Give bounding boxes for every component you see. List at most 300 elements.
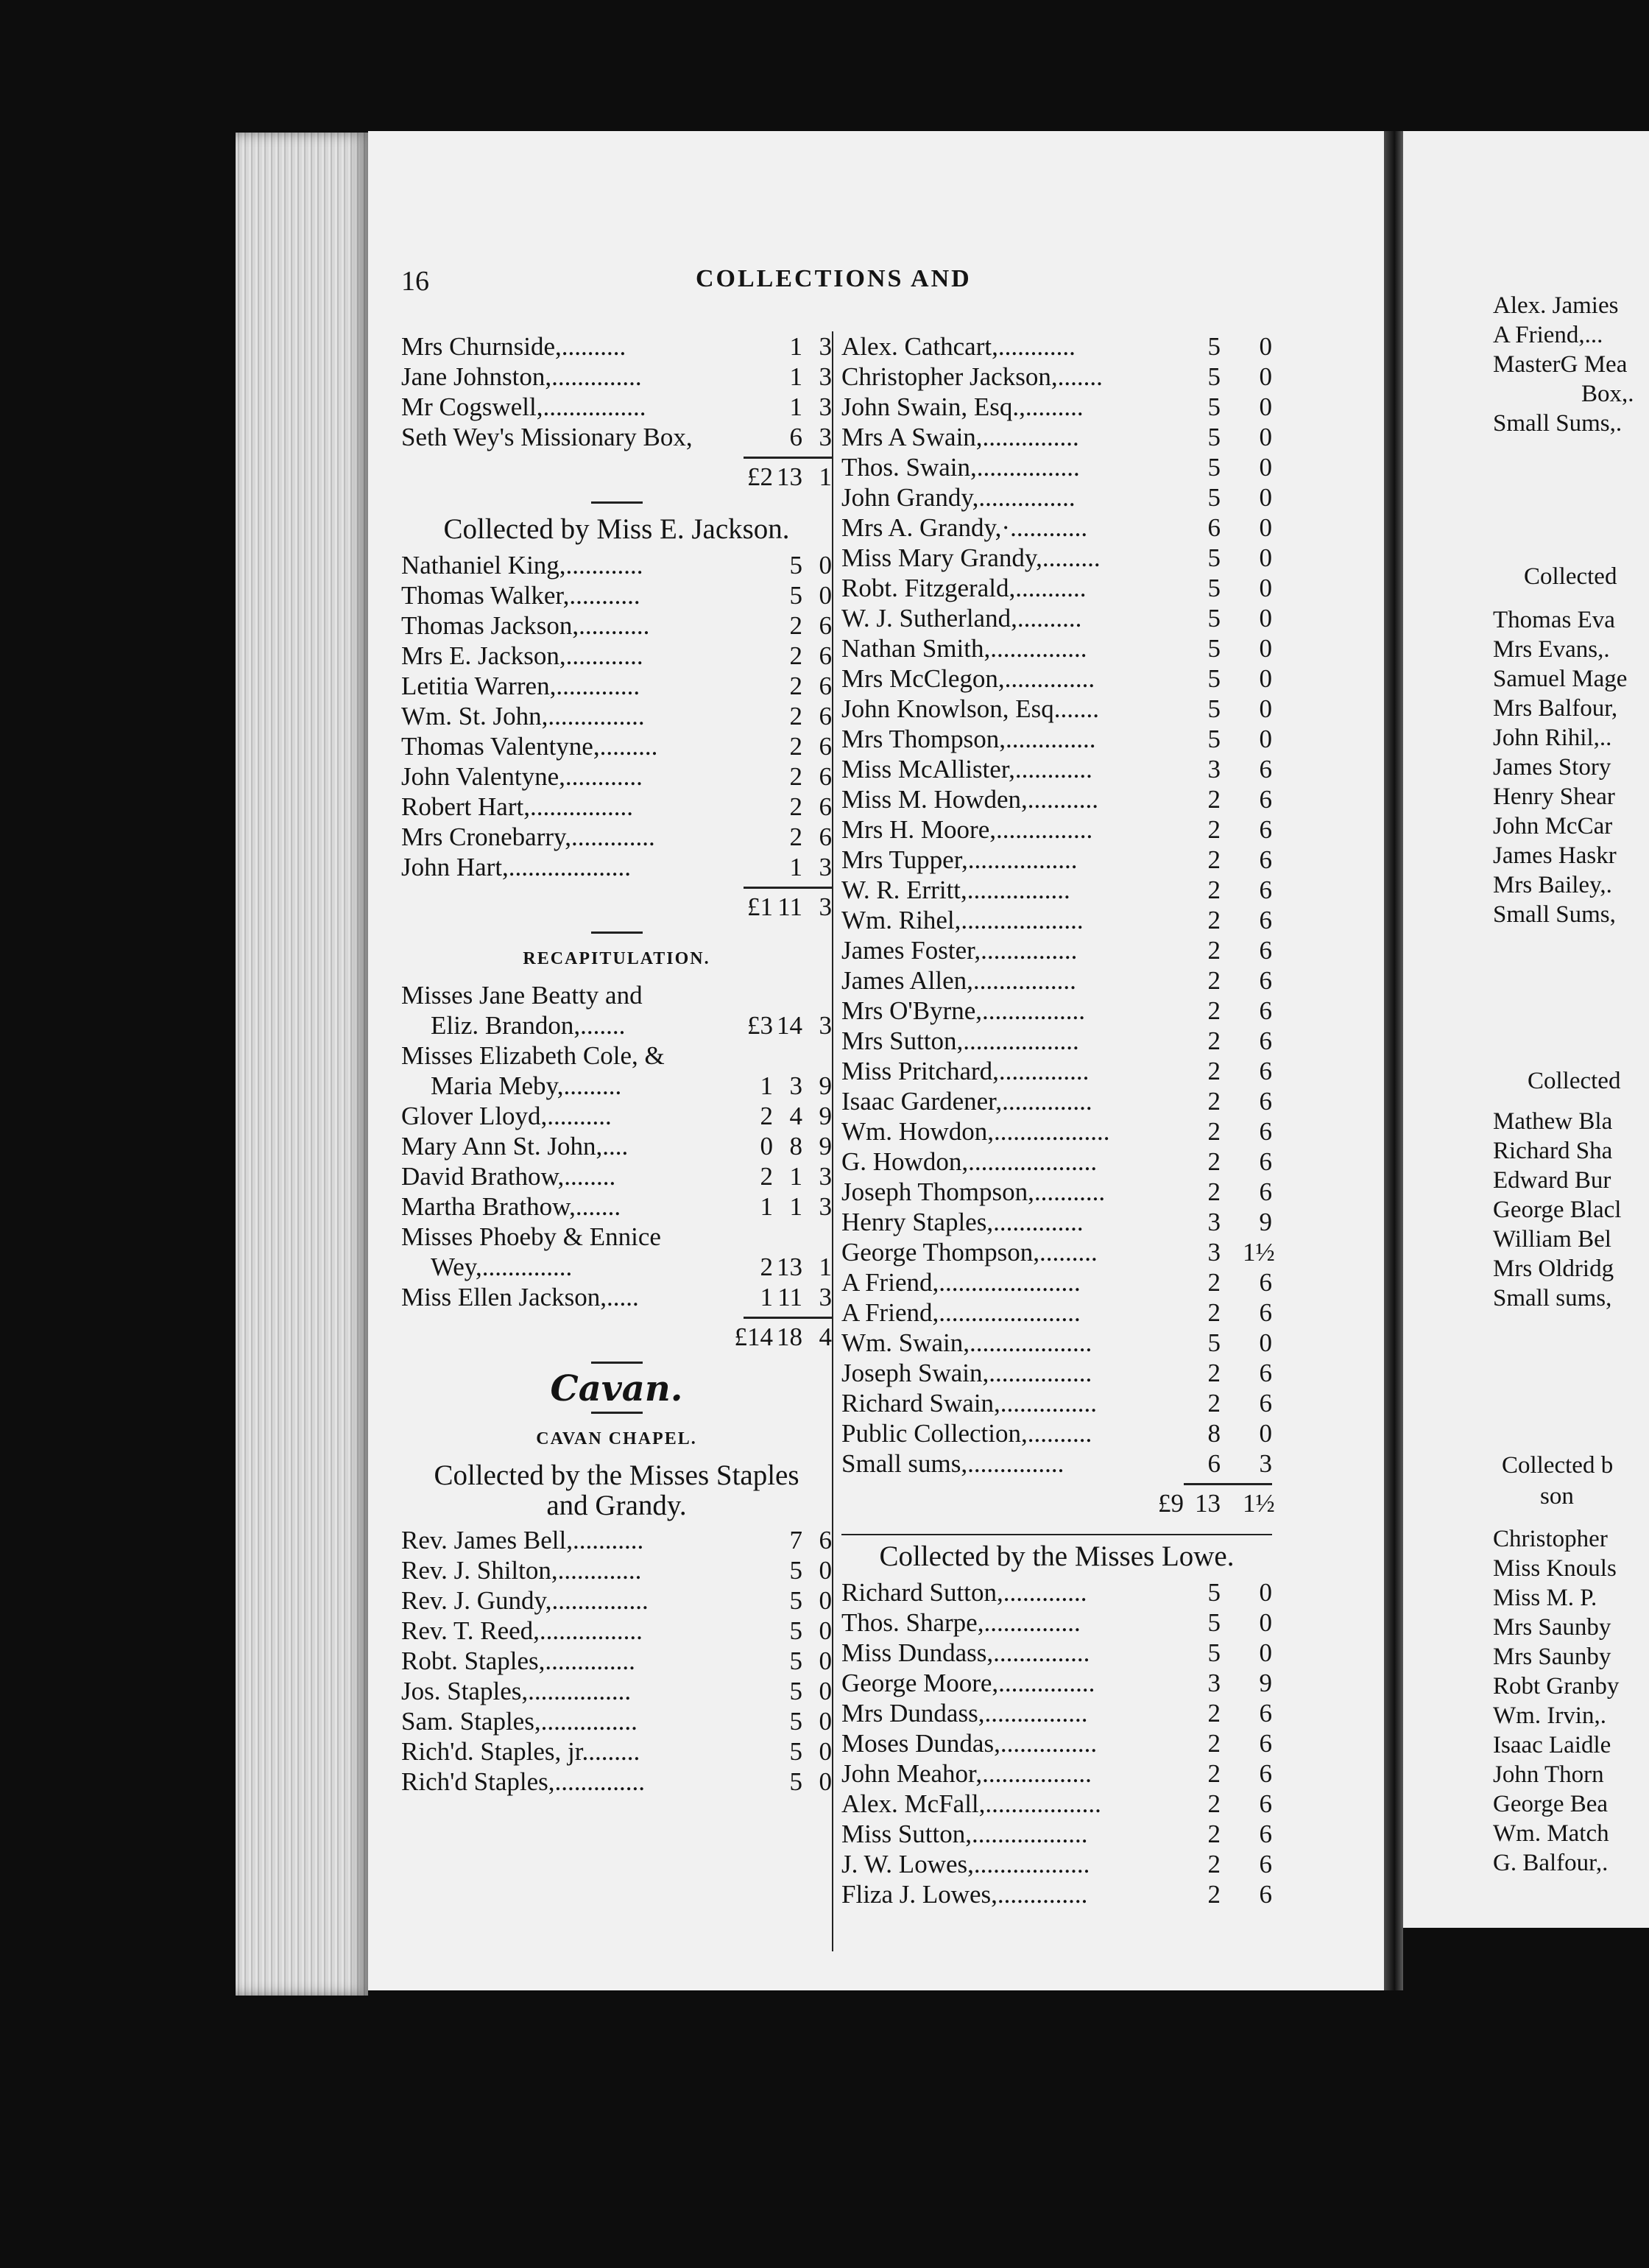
entry-name: W. R. Erritt,................ [841,876,1070,904]
entry-amount: 5 [789,1737,802,1766]
entry-name: John Swain, Esq.,......... [841,392,1084,421]
entry-amount: 0 [1259,483,1272,512]
entry-row [401,1767,832,1797]
entry-amount: 9 [1259,1669,1272,1697]
entry-amount: 6 [819,611,832,640]
entry-name: Letitia Warren,............. [401,672,640,700]
entry-name: Misses Elizabeth Cole, & [401,1041,665,1070]
book-gutter [1384,131,1403,1990]
entry-amount: 13 [777,1253,802,1281]
entry-row [841,663,1272,694]
entry-amount: 0 [1259,362,1272,391]
entry-amount: 6 [1259,996,1272,1025]
entry-amount: 0 [819,1616,832,1645]
entry-name: John Hart,................... [401,853,632,881]
entry-row [841,1388,1272,1418]
entry-amount: 0 [1259,423,1272,451]
facing-line: Samuel Mage [1493,666,1628,692]
facing-heading: Collected [1524,563,1617,590]
entry-row [841,633,1272,663]
staples-entries [401,1525,832,1797]
entry-amount: 1 [789,362,802,391]
entry-name: John Meahor,................. [841,1759,1092,1788]
facing-line: Alex. Jamies [1493,292,1619,319]
entry-amount: 1 [760,1071,773,1100]
entry-name: Mr Cogswell,................ [401,392,646,421]
entry-row [841,1607,1272,1638]
entry-amount: 0 [819,581,832,610]
facing-line: Box,. [1581,381,1634,407]
entry-row [841,1237,1275,1267]
entry-row [401,1191,832,1222]
entry-name: David Brathow,........ [401,1162,616,1191]
entry-amount: 5 [789,581,802,610]
facing-block [1493,1107,1621,1313]
entry-amount: 3 [819,1283,832,1311]
entry-name: John Knowlson, Esq....... [841,694,1100,723]
entry-amount: 2 [760,1102,773,1130]
section-rule [591,932,643,934]
facing-heading: son [1540,1483,1574,1510]
entry-amount: 2 [1207,1268,1221,1297]
entry-amount: 3 [819,1192,832,1221]
entry-amount: 2 [1207,966,1221,995]
entry-amount: 6 [1259,1729,1272,1758]
entry-amount: 2 [1207,1117,1221,1146]
entry-name: Joseph Swain,................ [841,1359,1092,1387]
facing-line: Small sums, [1493,1285,1612,1311]
entry-row [841,1418,1272,1448]
entry-row [401,761,832,792]
recap-heading: RECAPITULATION. [523,949,710,968]
entry-amount: 1 [789,332,802,361]
section-rule [841,1534,1272,1535]
entry-amount: 3 [819,362,832,391]
entry-amount: 2 [1207,1057,1221,1085]
entry-amount: 2 [1207,845,1221,874]
entry-name: Jos. Staples,................ [401,1677,632,1705]
entry-amount: 0 [819,1707,832,1736]
facing-line: John Rihil,.. [1493,725,1612,751]
facing-line: Robt Granby [1493,1673,1620,1700]
entry-row [841,1698,1272,1728]
entry-amount: 5 [1207,1638,1221,1667]
entry-amount: 2 [1207,785,1221,814]
entry-amount: £3 [747,1011,773,1040]
entry-name: Rev. J. Shilton,............. [401,1556,642,1585]
entry-amount: 0 [1259,694,1272,723]
facing-line: Henry Shear [1493,783,1615,810]
entry-amount: 5 [789,1586,802,1615]
facing-line: Mrs Evans,. [1493,636,1610,663]
entry-amount: 9 [1259,1208,1272,1236]
entry-name: Miss Pritchard,.............. [841,1057,1090,1085]
entry-amount: 6 [1259,906,1272,934]
entry-amount: 6 [1259,1177,1272,1206]
entry-amount: 2 [1207,1147,1221,1176]
entry-row [401,822,832,852]
entry-amount: 2 [1207,1699,1221,1728]
entry-row [841,1086,1272,1116]
entry-amount: 1½ [1243,1238,1275,1267]
entry-amount: 6 [819,702,832,730]
entry-amount: 6 [789,423,802,451]
entry-name: Christopher Jackson,....... [841,362,1103,391]
facing-line: Small Sums,. [1493,410,1622,437]
jackson-entries [401,550,832,882]
entry-name: Mary Ann St. John,.... [401,1132,629,1161]
entry-name: Henry Staples,.............. [841,1208,1084,1236]
entry-amount: 5 [1207,574,1221,602]
entry-name: Joseph Thompson,........... [841,1177,1106,1206]
section-heading: Collected by the Misses Staples [434,1459,799,1491]
entry-name: Thos. Sharpe,............... [841,1608,1081,1637]
entry-row [841,875,1272,905]
entry-row [841,422,1272,452]
entry-row [841,1267,1272,1297]
facing-line: George Blacl [1493,1197,1622,1223]
entry-row [841,1758,1272,1789]
entry-amount: 2 [1207,1850,1221,1878]
chapel-heading: CAVAN CHAPEL. [536,1429,697,1448]
facing-line: Edward Bur [1493,1167,1611,1194]
entry-amount: 6 [1259,755,1272,783]
entry-row [401,392,832,422]
entry-amount: 6 [1207,513,1221,542]
entry-amount: 2 [760,1253,773,1281]
entry-name: Miss Sutton,.................. [841,1820,1088,1848]
entry-name: Mrs A Swain,............... [841,423,1079,451]
facing-line: Mrs Bailey,. [1493,872,1612,898]
entry-amount: 5 [1207,483,1221,512]
entry-name: John Grandy,............... [841,483,1076,512]
entry-amount: 1 [789,1162,802,1191]
entry-name: Mrs E. Jackson,............ [401,641,643,670]
entry-name: Mrs Thompson,.............. [841,725,1096,753]
entry-name: Alex. Cathcart,............ [841,332,1076,361]
entry-name: Jane Johnston,.............. [401,362,642,391]
entry-name: James Allen,................ [841,966,1076,995]
entry-name: W. J. Sutherland,.......... [841,604,1082,633]
entry-row [841,1819,1272,1849]
sum-rule [744,1317,832,1319]
entry-amount: 6 [819,732,832,761]
facing-line: James Story [1493,754,1611,781]
book-fore-edge [236,133,368,1996]
entry-amount: 2 [789,611,802,640]
facing-line: Mathew Bla [1493,1108,1613,1135]
entry-row [401,1161,832,1191]
entry-amount: 0 [819,551,832,580]
entry-row [841,996,1272,1026]
recap-entries [401,980,832,1312]
entry-amount: 2 [789,702,802,730]
entry-row [841,513,1272,543]
entry-name: Glover Lloyd,.......... [401,1102,612,1130]
entry-amount: 5 [1207,664,1221,693]
entry-amount: 5 [1207,604,1221,633]
entry-amount: 6 [819,1526,832,1554]
entry-row [841,1056,1272,1086]
facing-line: Small Sums, [1493,901,1616,928]
entry-amount: 2 [760,1162,773,1191]
entry-row [841,935,1272,965]
entry-amount: 2 [789,672,802,700]
entry-amount: 6 [1259,1087,1272,1116]
entry-name: Mrs Sutton,.................. [841,1026,1079,1055]
facing-line: A Friend,... [1493,322,1603,348]
entry-amount: 0 [1259,1578,1272,1607]
entry-amount: 5 [1207,1328,1221,1357]
entry-amount: 2 [1207,1759,1221,1788]
entry-name: Eliz. Brandon,....... [431,1011,626,1040]
entry-amount: 3 [819,1162,832,1191]
entry-name: Mrs H. Moore,............... [841,815,1093,844]
entry-amount: 8 [789,1132,802,1161]
entry-row [841,1448,1272,1479]
facing-line: Wm. Match [1493,1820,1609,1847]
entry-row [401,1585,832,1616]
entry-amount: 2 [1207,1298,1221,1327]
entry-amount: 0 [1259,1328,1272,1357]
facing-line: Mrs Oldridg [1493,1256,1614,1282]
entry-row [841,482,1272,513]
entry-row [401,1616,832,1646]
entry-row [841,1358,1272,1388]
entry-amount: 5 [789,1616,802,1645]
entry-amount: 3 [819,1011,832,1040]
facing-block [1493,1524,1619,1878]
entry-row [841,362,1272,392]
facing-line: MasterG Mea [1493,351,1628,378]
lowe-entries [841,1577,1272,1909]
entry-name: Miss M. Howden,........... [841,785,1099,814]
entry-amount: 2 [789,641,802,670]
entry-name: Miss Mary Grandy,......... [841,543,1101,572]
entry-name: James Foster,............... [841,936,1078,965]
entry-name: Moses Dundas,............... [841,1729,1098,1758]
entry-amount: 6 [1259,876,1272,904]
entry-amount: 0 [1259,574,1272,602]
entry-amount: 6 [1259,815,1272,844]
entry-row [841,845,1272,875]
entry-amount: 5 [789,551,802,580]
running-title: COLLECTIONS AND [696,265,972,292]
entry-amount: 6 [1259,966,1272,995]
entry-amount: 3 [1207,1208,1221,1236]
entry-row [841,814,1272,845]
entry-amount: 2 [789,762,802,791]
facing-line: Isaac Laidle [1493,1732,1611,1758]
entry-row [841,905,1272,935]
entry-amount: 5 [1207,694,1221,723]
entry-row [401,331,832,362]
entry-amount: 2 [1207,876,1221,904]
entry-amount: 6 [1259,1298,1272,1327]
entry-amount: 2 [1207,1729,1221,1758]
entry-name: Miss Dundass,............... [841,1638,1090,1667]
sum-rule [744,887,832,889]
entry-amount: 6 [1259,1389,1272,1418]
entry-row [401,580,832,610]
entry-amount: 0 [1259,513,1272,542]
entry-amount: 5 [789,1677,802,1705]
facing-line: G. Balfour,. [1493,1850,1609,1876]
entry-name: Thomas Valentyne,......... [401,732,658,761]
entry-amount: 0 [1259,1419,1272,1448]
entry-name: Wm. St. John,............... [401,702,645,730]
entry-name: Wey,.............. [431,1253,573,1281]
entry-amount: 0 [1259,725,1272,753]
entry-amount: 5 [1207,634,1221,663]
entry-amount: 5 [789,1707,802,1736]
entry-row [401,980,832,1010]
entry-amount: 6 [1259,1147,1272,1176]
entry-row [841,1328,1272,1358]
entry-name: Fliza J. Lowes,.............. [841,1880,1088,1909]
entry-amount: 6 [1259,936,1272,965]
entry-amount: 14 [777,1011,802,1040]
facing-line: Richard Sha [1493,1138,1613,1164]
entry-amount: 9 [819,1102,832,1130]
entry-amount: 0 [1259,543,1272,572]
entry-row [401,1525,832,1555]
entry-row [401,1131,832,1161]
entry-amount: 0 [1259,1638,1272,1667]
entry-amount: 0 [1259,634,1272,663]
entry-amount: 9 [819,1071,832,1100]
entry-amount: 3 [1207,1669,1221,1697]
entry-row [401,1282,832,1312]
entry-row [401,1101,832,1131]
entry-name: Alex. McFall,.................. [841,1789,1101,1818]
facing-line: Mrs Balfour, [1493,695,1618,722]
entry-amount: 0 [1259,332,1272,361]
entry-row [841,1026,1272,1056]
entry-amount: 2 [1207,996,1221,1025]
facing-line: James Haskr [1493,842,1617,869]
entry-amount: 0 [819,1556,832,1585]
entry-row [401,422,832,452]
facing-block [1493,605,1627,929]
entry-name: Richard Sutton,............. [841,1578,1087,1607]
entry-amount: 6 [1259,1759,1272,1788]
entry-row [401,1071,832,1101]
entry-name: Rev. T. Reed,................ [401,1616,643,1645]
facing-line: William Bel [1493,1226,1611,1253]
entry-name: Wm. Rihel,................... [841,906,1084,934]
entry-amount: 1 [789,853,802,881]
entry-amount: 2 [1207,1359,1221,1387]
entry-name: John Valentyne,............ [401,762,643,791]
entry-amount: 6 [819,762,832,791]
entry-name: Misses Jane Beatty and [401,981,643,1010]
entry-name: Thomas Walker,........... [401,581,640,610]
entry-row [841,1879,1272,1909]
entry-name: Thos. Swain,................ [841,453,1080,482]
entry-name: Miss McAllister,............ [841,755,1092,783]
entry-name: Mrs Tupper,................. [841,845,1078,874]
entry-name: Robt. Staples,.............. [401,1647,635,1675]
entry-amount: 2 [1207,1880,1221,1909]
entry-amount: 6 [1259,845,1272,874]
section-heading: Collected by Miss E. Jackson. [443,513,790,545]
entry-amount: 6 [819,672,832,700]
entry-row [401,852,832,882]
entry-amount: 5 [1207,453,1221,482]
entry-row [841,1147,1272,1177]
entry-amount: 0 [1259,453,1272,482]
entry-amount: 0 [1259,604,1272,633]
facing-line: George Bea [1493,1791,1609,1817]
facing-heading: Collected [1528,1068,1621,1094]
entry-name: Nathan Smith,............... [841,634,1087,663]
section-heading: Collected by the Misses Lowe. [879,1540,1235,1572]
entry-amount: 1 [789,1192,802,1221]
facing-line: Mrs Saunby [1493,1614,1611,1641]
entry-name: Wm. Swain,................... [841,1328,1092,1357]
entry-amount: 5 [789,1767,802,1796]
entry-row [401,1040,832,1071]
entry-amount: 3 [819,853,832,881]
facing-line: John Thorn [1493,1761,1604,1788]
recap-total: £14 18 4 [734,1323,832,1351]
section-rule [591,1362,643,1364]
section-rule [591,1412,643,1414]
entry-amount: 6 [1259,785,1272,814]
facing-line: Miss Knouls [1493,1555,1617,1582]
entry-amount: 3 [1207,755,1221,783]
facing-line: Wm. Irvin,. [1493,1702,1606,1729]
entry-row [841,754,1272,784]
entry-amount: 5 [1207,1608,1221,1637]
entry-row [401,1646,832,1676]
entry-amount: 6 [819,823,832,851]
entry-row [841,1207,1272,1237]
column-divider [832,331,833,1951]
entry-amount: 5 [1207,423,1221,451]
entry-row [401,731,832,761]
facing-line: John McCar [1493,813,1613,839]
entry-amount: 2 [1207,1820,1221,1848]
entry-name: Nathaniel King,............ [401,551,643,580]
entry-amount: 3 [819,423,832,451]
entry-row [841,1849,1272,1879]
entry-row [841,1177,1272,1207]
left-column [401,331,832,1797]
entry-amount: 0 [1259,664,1272,693]
entry-row [401,701,832,731]
entry-amount: 6 [1259,1026,1272,1055]
sum-rule [1184,1483,1272,1485]
entry-amount: 3 [1259,1449,1272,1478]
entry-amount: 1 [789,392,802,421]
entry-amount: 0 [760,1132,773,1161]
entry-name: Martha Brathow,....... [401,1192,621,1221]
entry-amount: 0 [819,1767,832,1796]
entry-row [841,1668,1272,1698]
entry-amount: 2 [789,792,802,821]
entry-amount: 3 [789,1071,802,1100]
entry-row [401,1222,832,1252]
entry-row [401,671,832,701]
entry-row [841,965,1272,996]
left-top-entries [401,331,832,452]
entry-amount: 6 [1259,1699,1272,1728]
entry-row [401,550,832,580]
entry-amount: 2 [1207,1789,1221,1818]
entry-row [841,543,1272,573]
